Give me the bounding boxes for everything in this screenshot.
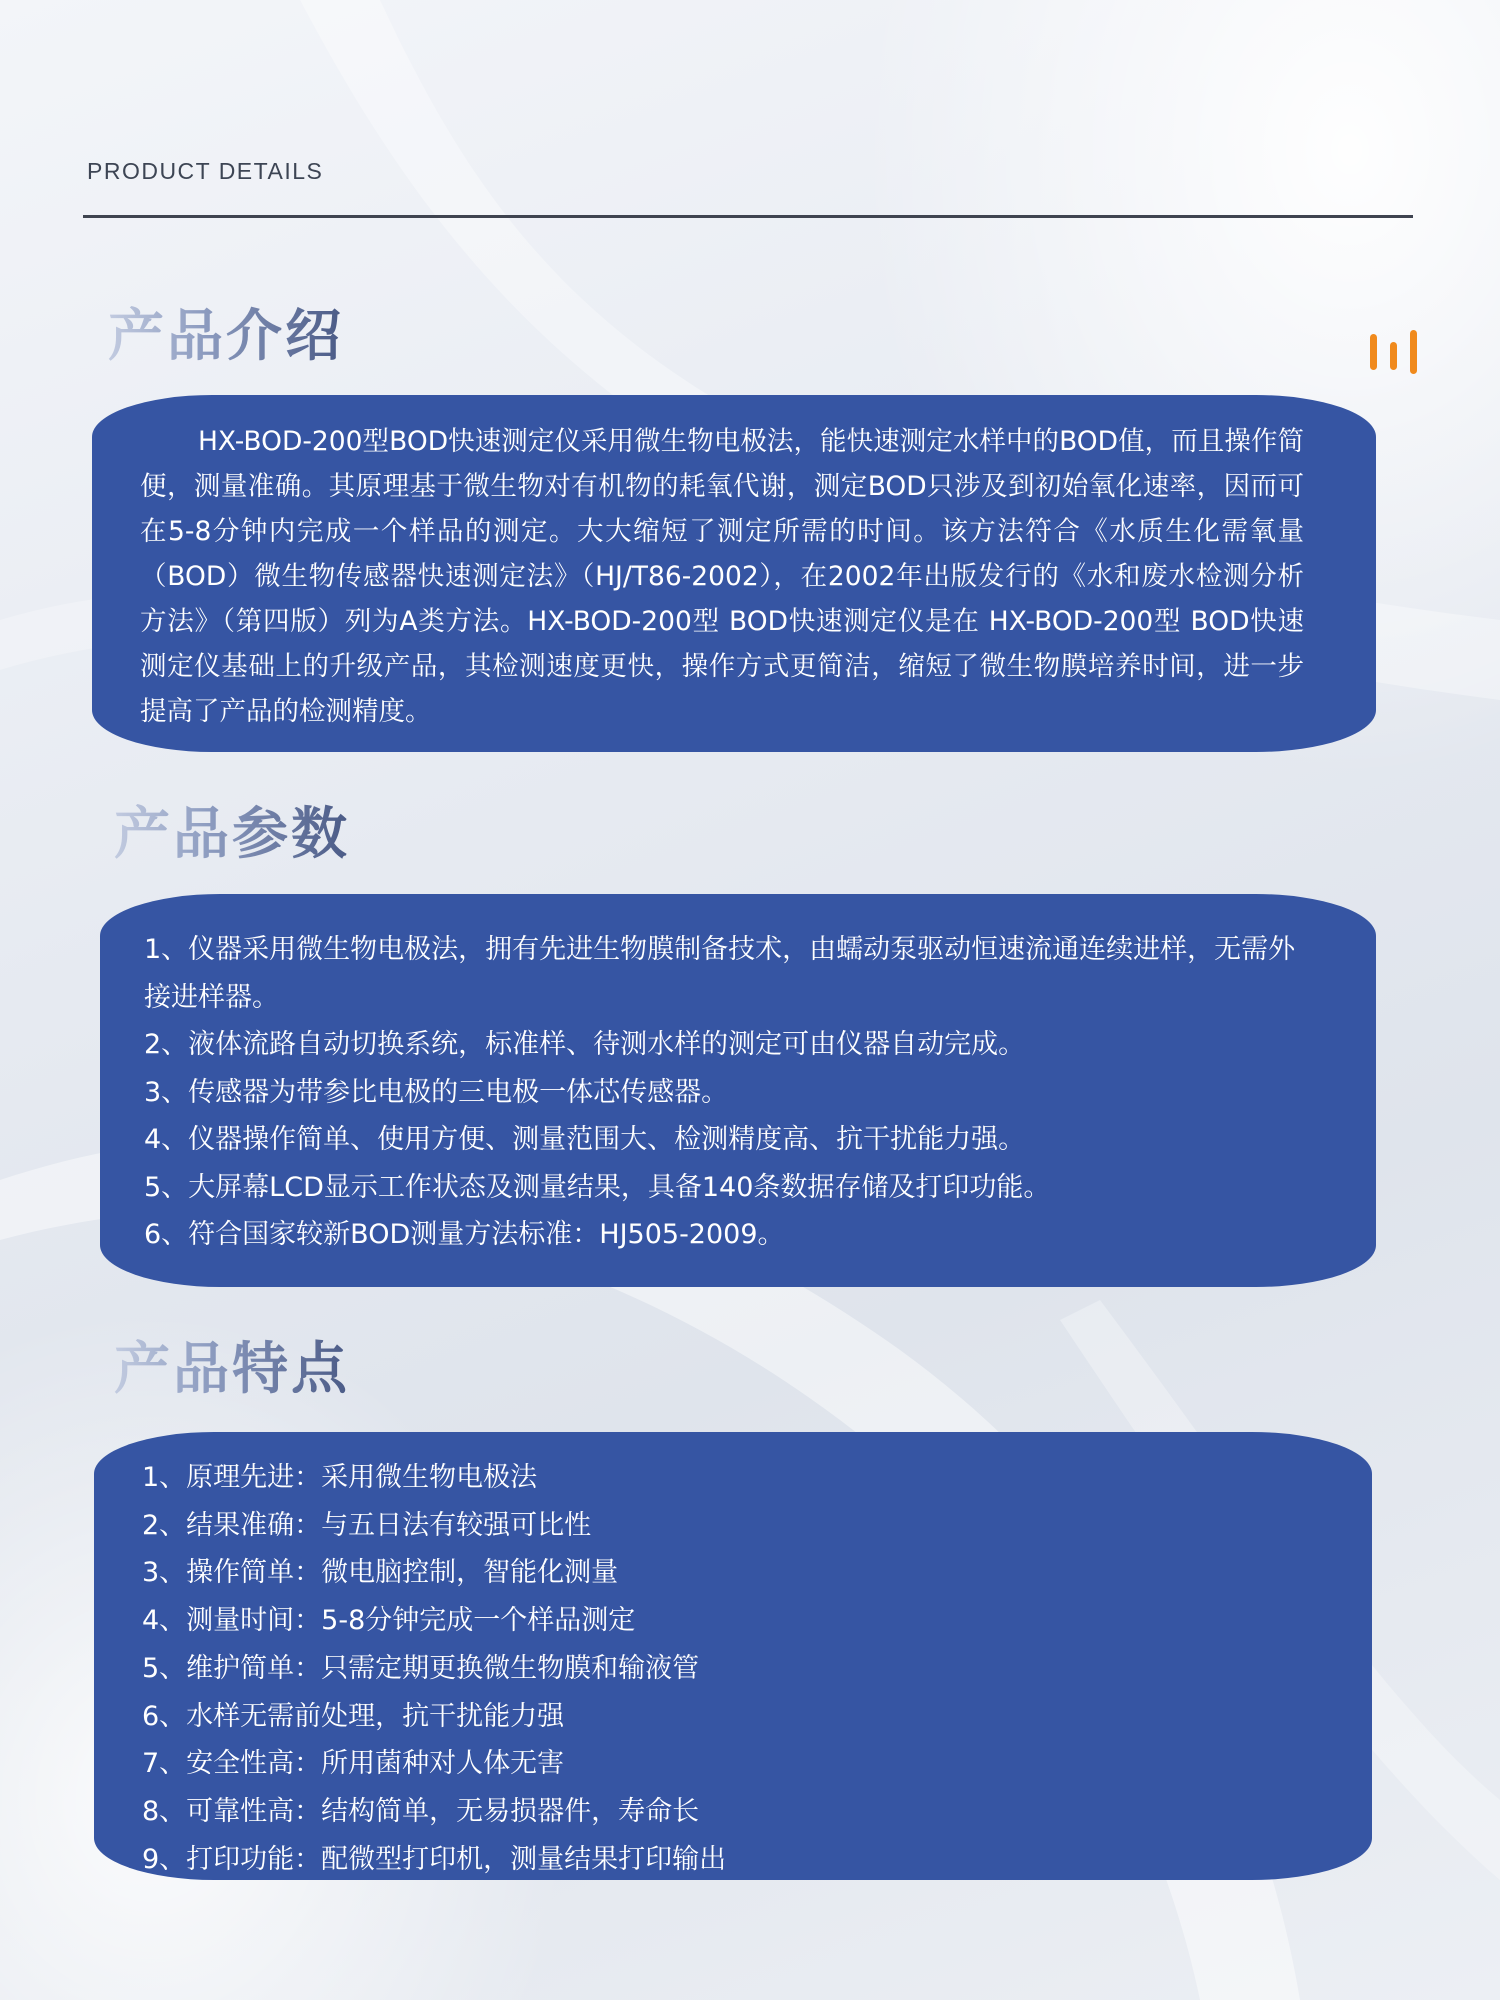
list-item: 3、传感器为带参比电极的三电极一体芯传感器。 [144,1076,729,1108]
list-item: 4、仪器操作简单、使用方便、测量范围大、检测精度高、抗干扰能力强。 [144,1124,1026,1155]
section-title-params: 产品参数 [114,790,350,870]
params-panel [100,894,1376,1287]
list-item: 8、可靠性高：结构简单，无易损器件，寿命长 [142,1795,700,1827]
list-item: 4、测量时间：5-8分钟完成一个样品测定 [142,1605,636,1637]
list-item: 5、维护简单：只需定期更换微生物膜和输液管 [142,1652,700,1684]
list-item: 2、结果准确：与五日法有较强可比性 [142,1509,592,1541]
list-item: 6、水样无需前处理，抗干扰能力强 [142,1700,565,1732]
features-list [142,1454,1312,1883]
list-item: 1、仪器采用微生物电极法，拥有先进生物膜制备技术，由蠕动泵驱动恒速流通连续进样，无需外接进样器。 [144,934,1296,1013]
list-item: 3、操作简单：微电脑控制，智能化测量 [142,1557,619,1589]
list-item: 2、液体流路自动切换系统，标准样、待测水样的测定可由仪器自动完成。 [144,1029,1026,1060]
product-details-label: PRODUCT DETAILS [87,158,324,184]
list-item: 5、大屏幕LCD显示工作状态及测量结果，具备140条数据存储及打印功能。 [144,1171,1051,1203]
section-title-features: 产品特点 [114,1325,350,1405]
list-item: 7、安全性高：所用菌种对人体无害 [142,1748,565,1780]
intro-body-text: HX-BOD-200型BOD快速测定仪采用微生物电极法，能快速测定水样中的BOD值，而且操作简便，测量准确。其原理基于微生物对有机物的耗氧代谢，测定BOD只涉及到初始氧化速率，因而可在5-8分钟内完成一个样品的测定。大大缩短了测定所需的时间。该方法符合《水质生化需氧量（BOD）微生物传感器快速测定法》（HJ/T86-2002），在2002年出版发行的《水和废水检测分析方法》（第四版）列为A类方法。HX-BOD-200型 BOD快速测定仪是在 HX-BOD-200型 BOD快速测定仪基础上的升级产品，其检测速度更快，操作方式更简洁，缩短了微生物膜培养时间，进一步提高了产品的检测精度。 [140,426,1304,727]
params-list [144,926,1316,1259]
section-title-intro: 产品介绍 [108,292,344,372]
list-item: 1、原理先进：采用微生物电极法 [142,1462,538,1493]
features-panel [94,1432,1372,1880]
intro-panel [92,395,1376,752]
three-vertical-bars-icon [1370,330,1418,376]
header-divider [83,215,1413,218]
list-item: 9、打印功能：配微型打印机，测量结果打印输出 [142,1843,727,1875]
list-item: 6、符合国家较新BOD测量方法标准：HJ505-2009。 [144,1219,785,1250]
